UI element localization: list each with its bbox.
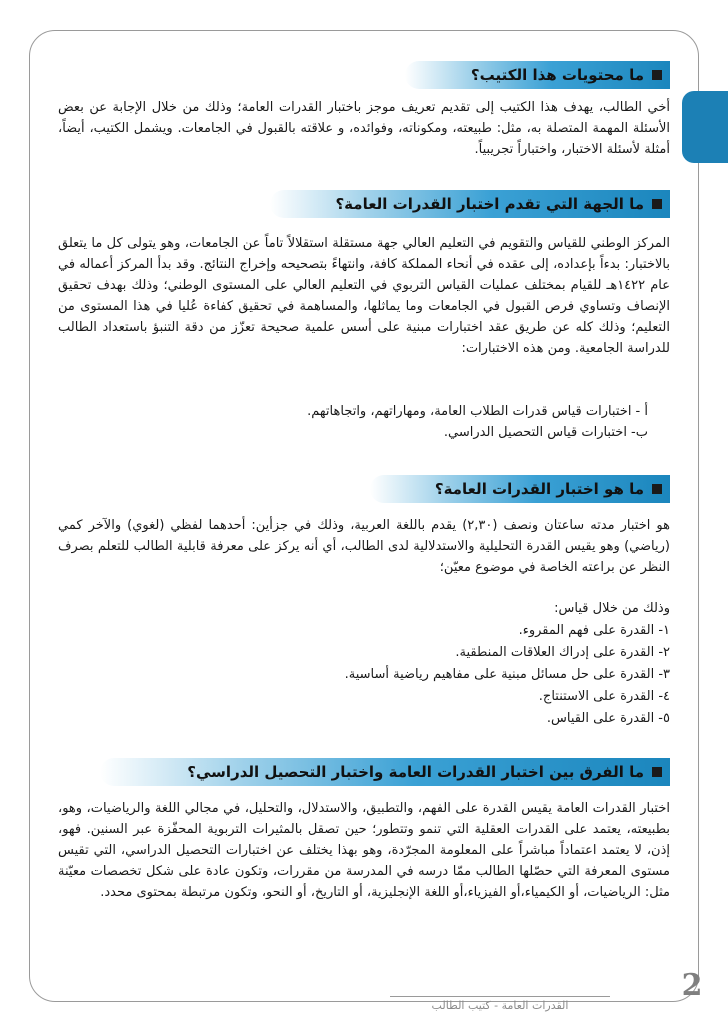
page-number: 2 bbox=[681, 968, 703, 1003]
heading-booklet-contents bbox=[405, 61, 670, 89]
heading-what-is-test bbox=[370, 475, 670, 503]
heading-text: ما الفرق بين اختبار القدرات العامة واختبار التحصيل الدراسي؟ bbox=[187, 763, 644, 781]
section3-item-4: ٤- القدرة على الاستنتاج. bbox=[538, 689, 670, 704]
section2-paragraph: المركز الوطني للقياس والتقويم في التعليم العالي جهة مستقلة استقلالاً تاماً عن الجامعات، وهو يتولى كل ما يتعلق بالاختبار: بدءاً بإعداده، إلى عقده في أنحاء المملكة كافة، وانتهاءً بتصحيحه وإخراج النتائج. وقد بدأ المركز أعماله في عام ١٤٢٢هـ للقيام بمختلف عمليات القياس التربوي في التعليم العالي على المستوى الوطني؛ وذلك بهدف تحقيق الإنصاف وتساوي فرص القبول في الجامعات وما يماثلها، والمساهمة في تحقيق كفاءة عُليا في هذا المستوى من التعليم؛ وذلك كله عن طريق عقد اختبارات مبنية على أسس علمية صحيحة تعزّز من دقة التنبؤ باستعداد الطالب للدراسة الجامعية. ومن هذه الاختبارات: bbox=[58, 236, 670, 356]
heading-text: ما الجهة التي تقدم اختبار القدرات العامة؟ bbox=[335, 195, 644, 213]
section2-item-b: ب- اختبارات قياس التحصيل الدراسي. bbox=[443, 425, 648, 440]
bullet-square-icon bbox=[652, 484, 662, 494]
side-tab bbox=[682, 91, 728, 163]
bullet-square-icon bbox=[652, 70, 662, 80]
section3-item-5: ٥- القدرة على القياس. bbox=[546, 711, 670, 726]
section3-lead: وذلك من خلال قياس: bbox=[554, 601, 670, 616]
section2-item-a: أ - اختبارات قياس قدرات الطلاب العامة، ومهاراتهم، واتجاهاتهم. bbox=[307, 404, 648, 419]
section3-item-1: ١- القدرة على فهم المقروء. bbox=[518, 623, 670, 638]
heading-text: ما هو اختبار القدرات العامة؟ bbox=[434, 480, 644, 498]
section3-paragraph: هو اختبار مدته ساعتان ونصف (٢,٣٠) يقدم باللغة العربية، وذلك في جزأين: أحدهما لفظي (لغوي) والآخر كمي (رياضي) وهو يقيس القدرة التحليلية والاستدلالية لدى الطالب، أي أنه يركز على معرفة قابلية الطالب للتعلم بصرف النظر عن براعته الخاصة في موضوع معيّن؛ bbox=[58, 518, 670, 575]
section3-item-3: ٣- القدرة على حل مسائل مبنية على مفاهيم رياضية أساسية. bbox=[344, 667, 670, 682]
heading-difference bbox=[100, 758, 670, 786]
section1-paragraph: أخي الطالب، يهدف هذا الكتيب إلى تقديم تعريف موجز باختبار القدرات العامة؛ وذلك من خلال الإجابة عن بعض الأسئلة المهمة المتصلة به، مثل: طبيعته، ومكوناته، وفوائده، و علاقته بالقبول في الجامعات. ويشمل الكتيب، أيضاً، أمثلة لأسئلة الاختبار، واختباراً تجريبياً. bbox=[58, 100, 670, 157]
section3-item-2: ٢- القدرة على إدراك العلاقات المنطقية. bbox=[455, 645, 670, 660]
bullet-square-icon bbox=[652, 199, 662, 209]
heading-text: ما محتويات هذا الكتيب؟ bbox=[470, 66, 644, 84]
footer-title: القدرات العامة - كتيب الطالب bbox=[390, 996, 610, 1012]
section4-paragraph: اختبار القدرات العامة يقيس القدرة على الفهم، والتطبيق، والاستدلال، والتحليل، في مجالي اللغة والرياضيات، وهو، بطبيعته، يعتمد على القدرات العقلية التي تنمو وتتطور؛ حين تصقل بالمثيرات التربوية المحفّزة عبر السنين. فهو، إذن، لا يعتمد اعتماداً مباشراً على المعلومة المجرّدة، وهو بهذا يختلف عن اختبارات التحصيل الدراسي، التي تقيس مستوى المعرفة التي حصّلها الطالب ممّا درسه في المدرسة من مقررات، وتكون عادة على شكل تخصصات معيّنة مثل: الرياضيات، أو الكيمياء،أو الفيزياء،أو اللغة الإنجليزية، أو التاريخ، أو النحو، وتكون مرتبطة بمحتوى محدد. bbox=[58, 801, 670, 900]
bullet-square-icon bbox=[652, 767, 662, 777]
heading-test-provider bbox=[270, 190, 670, 218]
